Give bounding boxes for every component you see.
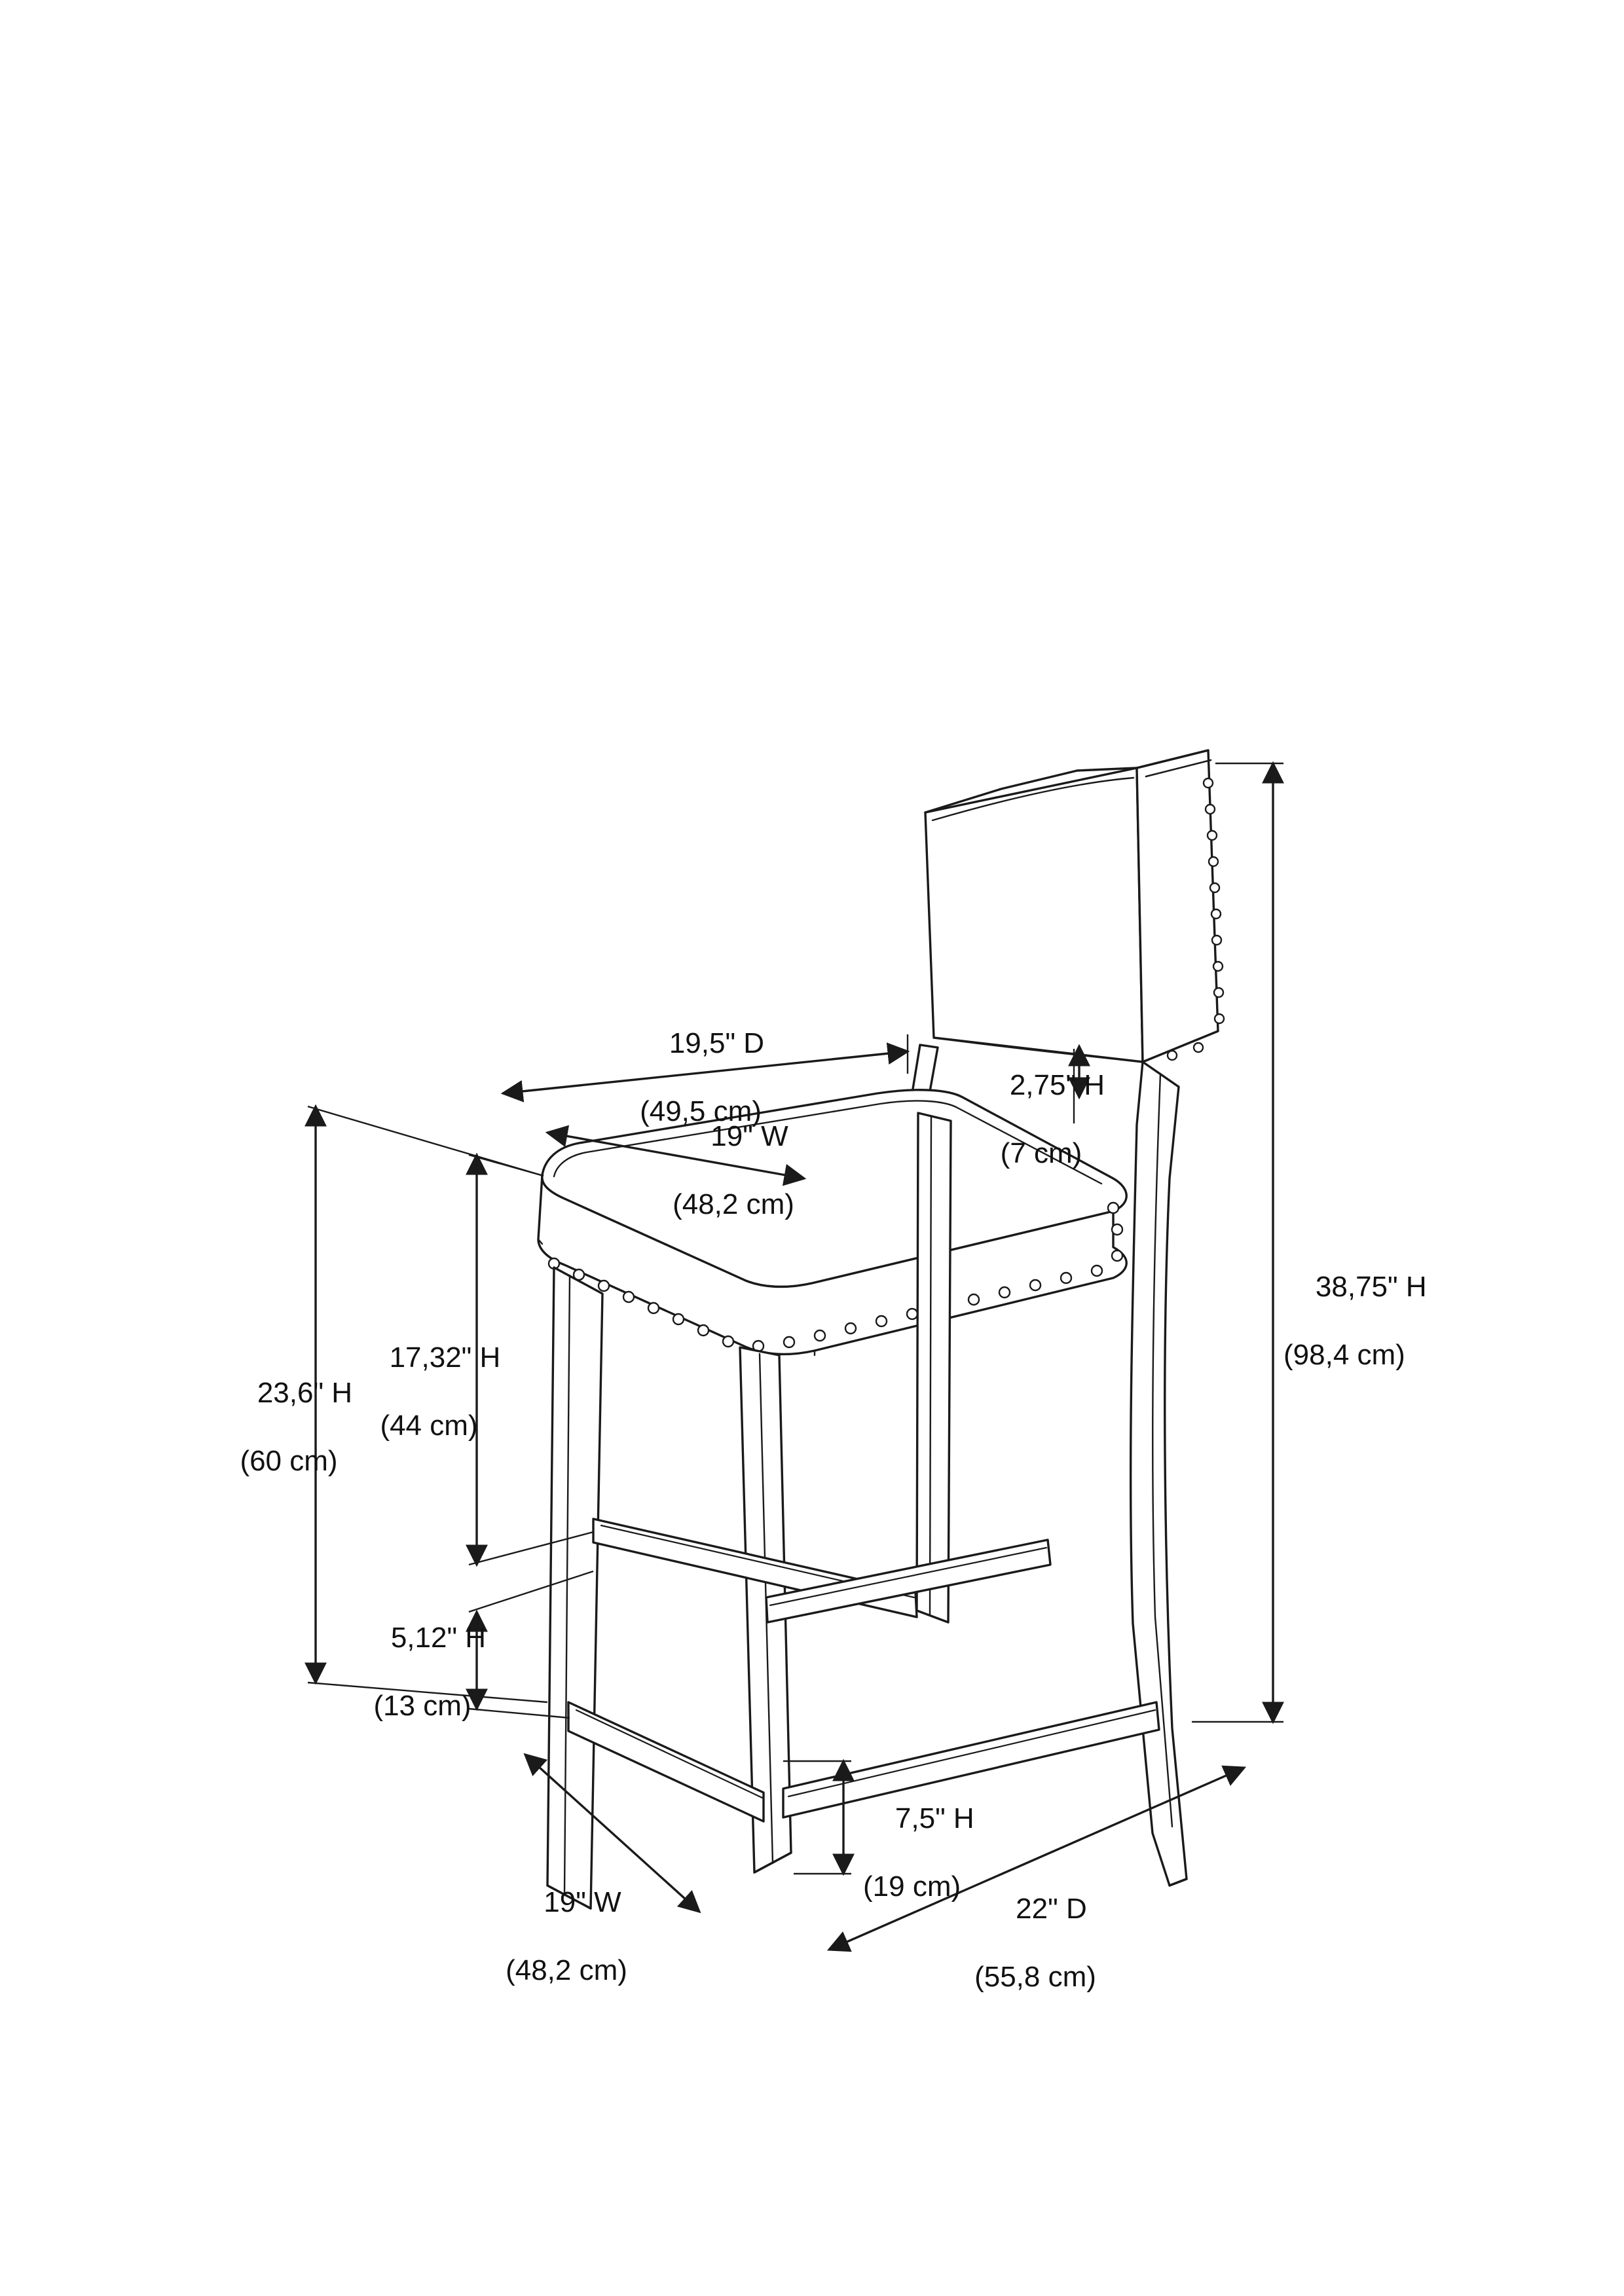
seat-depth-label-line2: (49,5 cm) <box>640 1095 762 1127</box>
footrail-height-label-line1: 7,5" H <box>895 1802 974 1834</box>
seat-height-label-line2: (60 cm) <box>240 1444 338 1477</box>
seat-width-label <box>622 1085 845 1289</box>
overall-height-label-line1: 38,75" H <box>1315 1270 1427 1303</box>
lower-stretcher-label-line1: 5,12" H <box>390 1621 487 1654</box>
front-left-leg <box>547 1267 602 1908</box>
overall-height-label <box>1283 1236 1493 1440</box>
base-width-label <box>458 1851 674 2055</box>
base-depth-label <box>927 1858 1143 2062</box>
clearance-label <box>321 1307 537 1510</box>
seat-height-label-line1: 23,6" H <box>257 1376 353 1409</box>
footrail-height-label-line2: (19 cm) <box>863 1870 961 1903</box>
clearance-label-line2: (44 cm) <box>380 1409 478 1442</box>
base-width-label-line1: 19" W <box>544 1886 621 1918</box>
clearance-label-line1: 17,32" H <box>389 1341 501 1374</box>
seat-width-label-line2: (48,2 cm) <box>673 1188 794 1220</box>
back-rail-label-line1: 2,75" H <box>1009 1068 1105 1101</box>
back-rail-label <box>943 1034 1139 1238</box>
seat-depth-label-line1: 19,5" D <box>669 1027 765 1059</box>
base-depth-label-line1: 22" D <box>1016 1892 1087 1925</box>
backrest <box>925 750 1218 1062</box>
base-width-label-line2: (48,2 cm) <box>506 1954 627 1986</box>
stool-illustration <box>538 750 1224 1908</box>
base-depth-label-line2: (55,8 cm) <box>974 1960 1096 1993</box>
seat-width-label-line1: 19" W <box>710 1120 788 1152</box>
back-rail-label-line2: (7 cm) <box>1000 1137 1082 1169</box>
lower-stretcher-label-line2: (13 cm) <box>373 1689 471 1722</box>
lower-stretcher-label <box>314 1587 530 1791</box>
overall-height-label-line2: (98,4 cm) <box>1283 1338 1405 1371</box>
